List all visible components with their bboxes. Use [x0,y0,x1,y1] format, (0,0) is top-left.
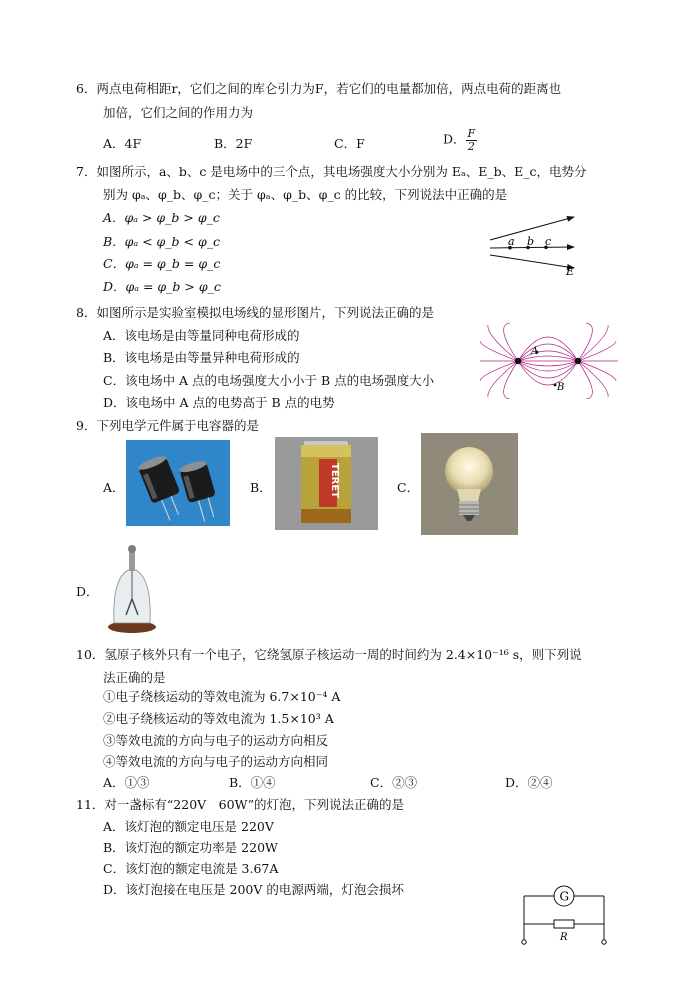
q6-option-b: B．2F [214,136,253,151]
label-B: B [557,382,565,393]
q6-option-c: C．F [334,136,365,151]
q10-item-3: ③等效电流的方向与电子的运动方向相反 [103,733,329,748]
q8-stem: 8．如图所示是实验室模拟电场线的显形图片，下列说法正确的是 [76,305,434,320]
q10-option-a: A．①③ [103,775,150,790]
q9-stem: 9．下列电学元件属于电容器的是 [76,418,259,433]
terminal-left [522,940,526,944]
q7-field-figure [486,212,582,278]
q6-frac-num: F [467,127,476,140]
galvanometer-circuit-figure [514,882,614,948]
terminal-right [602,940,606,944]
q10-stem-line2: 法正确的是 [103,670,166,685]
label-G: G [559,889,570,904]
q9-option-a: A． [103,480,125,495]
label-R: R [560,932,568,943]
q6-option-d-fraction [466,128,478,152]
field-lines [480,323,618,399]
q9-option-c: C． [397,480,420,495]
label-b: b [527,235,535,248]
q6-option-d-label: D． [443,131,466,147]
q7-option-b: B．φₐ < φ_b < φ_c [103,234,220,249]
point-B [554,384,557,387]
battery-brand-text: TERET [329,463,340,499]
q8-option-c: C．该电场中 A 点的电场强度大小小于 B 点的电场强度大小 [103,373,435,388]
capacitor-image [126,440,230,526]
q6-option-d [443,128,477,152]
field-line-bottom [490,255,574,268]
q7-option-d: D．φₐ = φ_b > φ_c [103,279,221,294]
q6-option-a: A．4F [103,136,142,151]
label-c: c [545,235,552,248]
electroscope-image [106,543,158,635]
label-a: a [508,235,515,248]
q10-option-c: C．②③ [370,775,418,790]
q10-option-b: B．①④ [229,775,276,790]
q6-frac-den: 2 [467,139,475,153]
q10-item-2: ②电子绕核运动的等效电流为 1.5×10³ A [103,711,334,726]
q9-option-d: D． [76,584,99,599]
q11-stem: 11．对一盏标有“220V 60W”的灯泡，下列说法正确的是 [76,797,405,812]
q11-option-d: D．该灯泡接在电压是 200V 的电源两端，灯泡会损坏 [103,882,404,897]
resistor-symbol [554,920,574,928]
lightbulb-image [421,433,518,535]
charge-left [515,358,521,364]
q7-stem-line2: 别为 φₐ、φ_b、φ_c；关于 φₐ、φ_b、φ_c 的比较，下列说法中正确的是 [103,187,508,202]
q9-option-b: B． [250,480,272,495]
battery-image [275,437,378,530]
q8-field-lines-figure [480,323,620,399]
q7-option-c: C．φₐ = φ_b = φ_c [103,256,221,271]
q6-stem-line2: 加倍，它们之间的作用力为 [103,105,254,120]
q7-option-a: A．φₐ > φ_b > φ_c [103,210,220,225]
label-E: E [566,265,575,278]
q8-option-b: B．该电场是由等量异种电荷形成的 [103,350,300,365]
q10-stem-line1: 10．氢原子核外只有一个电子，它绕氢原子核运动一周的时间约为 2.4×10⁻¹⁶ s，则下列说 [76,647,582,662]
q11-option-c: C．该灯泡的额定电流是 3.67A [103,861,279,876]
label-A: A [531,346,539,357]
q6-stem-line1: 6．两点电荷相距r，它们之间的库仑引力为F，若它们的电量都加倍，两点电荷的距离也 [76,81,562,96]
q7-stem-line1: 7．如图所示，a、b、c 是电场中的三个点，其电场强度大小分别为 Eₐ、E_b、E_c，电势分 [76,164,587,179]
q11-option-b: B．该灯泡的额定功率是 220W [103,840,278,855]
q10-item-4: ④等效电流的方向与电子的运动方向相同 [103,754,329,769]
q11-option-a: A．该灯泡的额定电压是 220V [103,819,274,834]
q10-option-d: D．②④ [505,775,553,790]
q10-item-1: ①电子绕核运动的等效电流为 6.7×10⁻⁴ A [103,689,341,704]
q8-option-d: D．该电场中 A 点的电势高于 B 点的电势 [103,395,335,410]
charge-right [575,358,581,364]
q8-option-a: A．该电场是由等量同种电荷形成的 [103,328,300,343]
